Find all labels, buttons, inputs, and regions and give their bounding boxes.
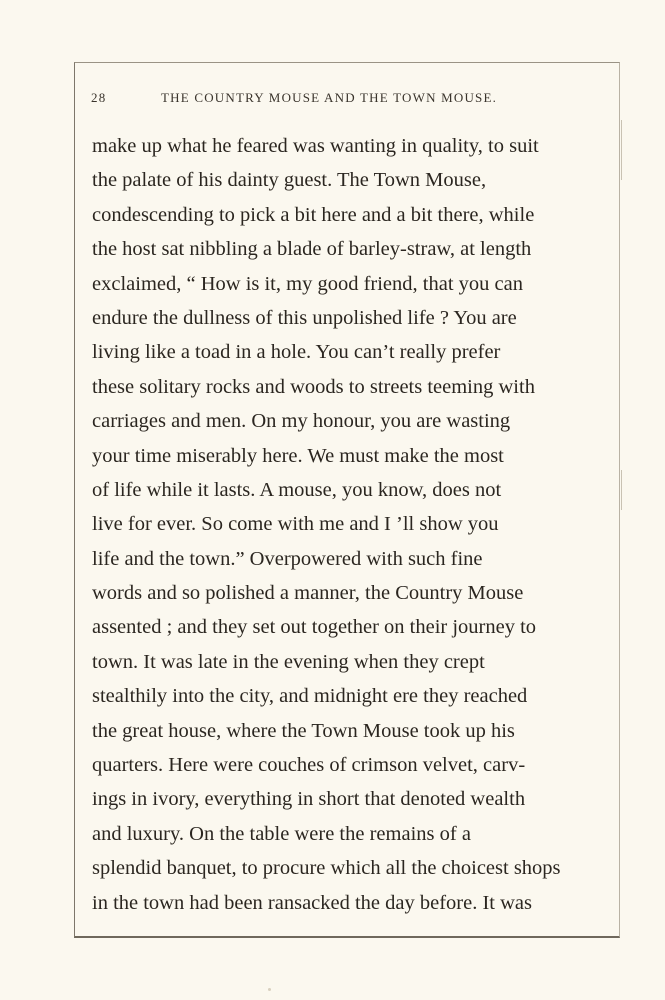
text-line: exclaimed, “ How is it, my good friend, that you can: [92, 272, 523, 295]
text-line: endure the dullness of this unpolished life ? You are: [92, 306, 517, 329]
running-head: [91, 90, 601, 110]
page-edge-mark: [621, 470, 622, 510]
text-line: town. It was late in the evening when they crept: [92, 650, 485, 673]
text-line: these solitary rocks and woods to streets teeming with: [92, 375, 535, 398]
paper-speck: [268, 988, 271, 991]
body-text: [92, 129, 602, 920]
text-line: and luxury. On the table were the remains of a: [92, 822, 471, 845]
text-line: condescending to pick a bit here and a bit there, while: [92, 203, 535, 226]
text-line: life and the town.” Overpowered with such fine: [92, 547, 483, 570]
text-line: make up what he feared was wanting in quality, to suit: [92, 135, 539, 157]
chapter-title: THE COUNTRY MOUSE AND THE TOWN MOUSE.: [161, 90, 498, 105]
text-line: the host sat nibbling a blade of barley-straw, at length: [92, 238, 532, 261]
text-line: carriages and men. On my honour, you are wasting: [92, 410, 511, 433]
text-line: live for ever. So come with me and I ’ll show you: [92, 513, 499, 536]
text-line: ings in ivory, everything in short that denoted wealth: [92, 788, 526, 811]
text-line: your time miserably here. We must make the most: [92, 444, 504, 467]
text-line: assented ; and they set out together on their journey to: [92, 616, 537, 639]
text-line: the palate of his dainty guest. The Town Mouse,: [92, 169, 487, 192]
text-line: words and so polished a manner, the Country Mouse: [92, 582, 524, 605]
page-edge-mark: [621, 120, 622, 180]
text-line: quarters. Here were couches of crimson velvet, carv-: [92, 754, 526, 777]
text-line: splendid banquet, to procure which all the choicest shops: [92, 857, 561, 880]
text-line: living like a toad in a hole. You can’t really prefer: [92, 341, 501, 364]
text-line: of life while it lasts. A mouse, you know, does not: [92, 478, 502, 501]
text-line: in the town had been ransacked the day before. It was: [92, 891, 533, 914]
text-line: stealthily into the city, and midnight ere they reached: [92, 685, 528, 708]
text-line: the great house, where the Town Mouse took up his: [92, 719, 515, 742]
page-number: 28: [91, 90, 107, 105]
